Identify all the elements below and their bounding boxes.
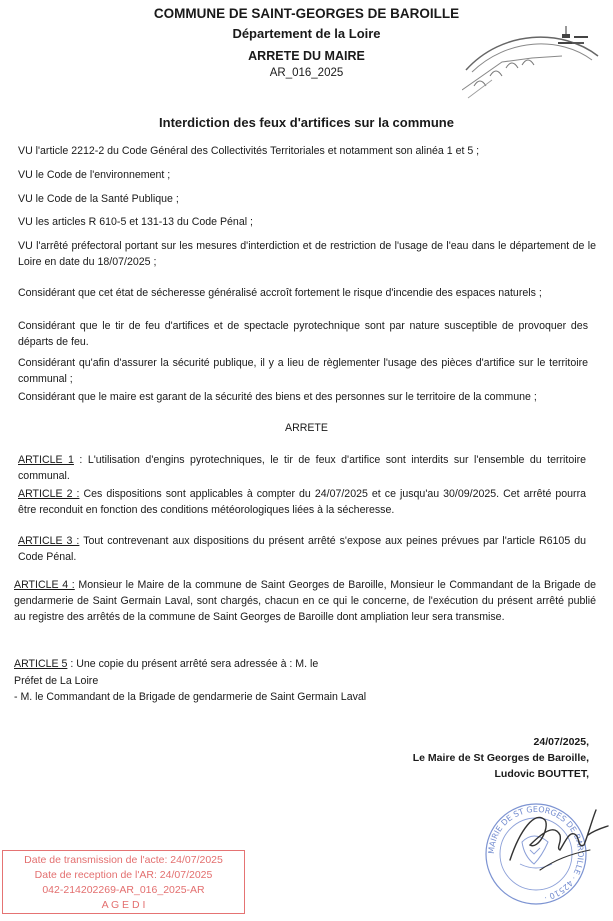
article-4 — [14, 577, 596, 625]
article-5 — [14, 656, 596, 672]
considerant-paragraph: Considérant qu'afin d'assurer la sécurité publique, il y a lieu de règlementer l'usage des pièces d'artifice sur le territoire communal ; — [18, 357, 588, 385]
signature-date: 24/07/2025, — [533, 736, 589, 748]
article-text: Ces dispositions sont applicables à compter du 24/07/2025 et ce jusqu'au 30/09/2025. Cet arrêté pourra être reconduit en fonction des conditions météorologiques liées à la sécheresse. — [18, 488, 586, 516]
article-3 — [18, 533, 586, 565]
article-label: ARTICLE 5 — [14, 658, 68, 670]
considerant-paragraph: Considérant que cet état de sécheresse généralisé accroît fortement le risque d'incendie des espaces naturels ; — [18, 287, 542, 299]
commune-name: COMMUNE DE SAINT-GEORGES DE BAROILLE — [153, 6, 460, 21]
transmission-date: Date de transmission de l'acte: 24/07/2025 — [24, 854, 223, 866]
article-5-recipient: Préfet de La Loire — [14, 675, 99, 687]
article-label: ARTICLE 1 — [18, 454, 74, 466]
article-label: ARTICLE 2 : — [18, 488, 80, 500]
transmission-stamp — [2, 850, 245, 914]
signature-role: Le Maire de St Georges de Baroille, — [412, 752, 589, 764]
article-text: Tout contrevenant aux dispositions du présent arrêté s'expose aux peines prévues par l'article R6105 du Code Pénal. — [18, 535, 586, 563]
vu-paragraph: VU les articles R 610-5 et 131-13 du Code Pénal ; — [18, 216, 253, 228]
article-text: L'utilisation d'engins pyrotechniques, le tir de feux d'artifice sont interdits sur l'ensemble du territoire communal. — [18, 454, 586, 482]
article-text: : Une copie du présent arrêté sera adressée à : M. le — [70, 658, 319, 670]
article-1 — [18, 452, 586, 484]
article-separator: : — [73, 454, 88, 466]
article-5-recipient: - M. le Commandant de la Brigade de gendarmerie de Saint Germain Laval — [14, 691, 367, 703]
arrete-type: ARRETE DU MAIRE — [248, 49, 365, 63]
signature-name: Ludovic BOUTTET, — [494, 768, 589, 780]
article-label: ARTICLE 3 : — [18, 535, 80, 547]
department-name: Département de la Loire — [232, 26, 381, 41]
commune-logo — [462, 10, 602, 105]
vu-paragraph: VU le Code de la Santé Publique ; — [18, 193, 179, 205]
seal-text: MAIRIE DE ST GEORGES DE BAROILLE · 42510 · — [486, 804, 586, 903]
considerant-paragraph: Considérant que le maire est garant de la sécurité des biens et des personnes sur le territoire de la commune ; — [18, 391, 537, 403]
vu-paragraph: VU l'article 2212-2 du Code Général des Collectivités Territoriales et notamment son alinéa 1 et 5 ; — [18, 145, 480, 157]
act-identifier: 042-214202269-AR_016_2025-AR — [42, 884, 205, 896]
article-text: Monsieur le Maire de la commune de Saint Georges de Baroille, Monsieur le Commandant de la Brigade de gendarmerie de Saint Germain Laval, sont chargés, chacun en ce qui le concerne, de l'exécution du présent arrêté publié au registre des arrêtés de la commune de Saint Georges de Baroille dont ampliation leur sera transmise. — [14, 579, 596, 623]
handwritten-signature — [500, 790, 610, 885]
vu-paragraph: VU le Code de l'environnement ; — [18, 169, 171, 181]
article-2 — [18, 486, 586, 518]
article-label: ARTICLE 4 : — [14, 579, 75, 591]
transmission-platform: A G E D I — [101, 899, 146, 911]
arrete-reference: AR_016_2025 — [269, 67, 344, 79]
considerant-paragraph: Considérant que le tir de feu d'artifices et de spectacle pyrotechnique sont par nature susceptible de provoquer des départs de feu. — [18, 320, 588, 348]
arrete-heading: ARRETE — [285, 422, 328, 434]
vu-paragraph: VU l'arrêté préfectoral portant sur les mesures d'interdiction et de restriction de l'usage de l'eau dans le département de le Loire en date du 18/07/2025 ; — [18, 240, 596, 268]
document-title: Interdiction des feux d'artifices sur la commune — [159, 115, 454, 130]
receipt-date: Date de reception de l'AR: 24/07/2025 — [34, 869, 213, 881]
